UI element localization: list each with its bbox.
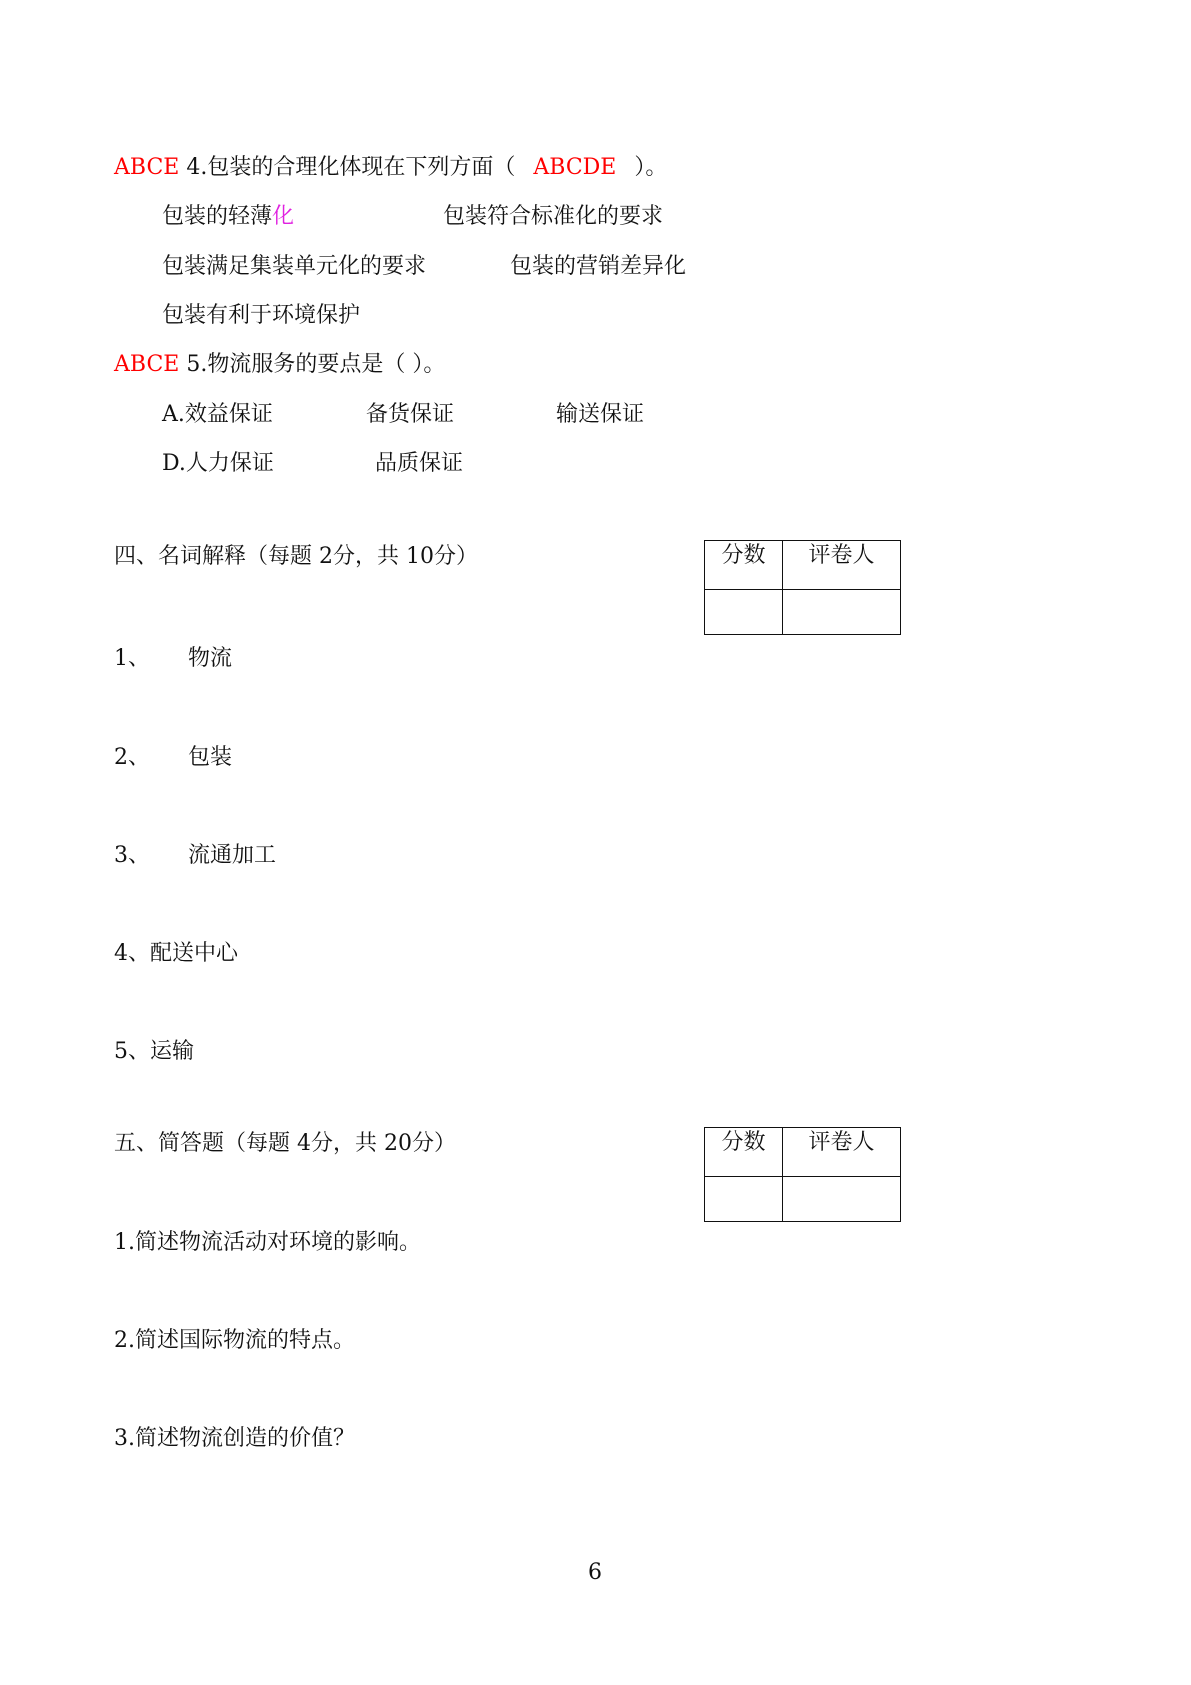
term-number: 4、 bbox=[114, 941, 150, 966]
question-5-option-c: 输送保证 bbox=[556, 402, 645, 427]
term-number: 1、 bbox=[114, 646, 150, 671]
short-answer-question-2: 2.简述国际物流的特点。 bbox=[114, 1328, 355, 1353]
option-a-text: 包装的轻薄 bbox=[162, 204, 273, 229]
term-item-3 bbox=[114, 843, 276, 869]
term-text: 流通加工 bbox=[188, 843, 277, 868]
term-number: 5、 bbox=[114, 1039, 150, 1064]
score-header: 分数 bbox=[705, 541, 783, 590]
score-cell[interactable] bbox=[705, 1177, 783, 1222]
question-4-option-d: 包装的营销差异化 bbox=[510, 254, 687, 279]
grader-cell[interactable] bbox=[783, 1177, 901, 1222]
term-item-2 bbox=[114, 745, 232, 771]
score-header: 分数 bbox=[705, 1128, 783, 1177]
section-4-score-table bbox=[704, 540, 901, 635]
term-text: 配送中心 bbox=[150, 941, 239, 966]
term-text: 包装 bbox=[188, 745, 233, 770]
question-4-text: 4.包装的合理化体现在下列方面（ bbox=[179, 155, 516, 180]
question-4-option-b: 包装符合标准化的要求 bbox=[443, 204, 664, 229]
question-4-option-e: 包装有利于环境保护 bbox=[162, 303, 361, 328]
section-5-score-table bbox=[704, 1127, 901, 1222]
grader-header: 评卷人 bbox=[783, 1128, 901, 1177]
term-number: 2、 bbox=[114, 745, 150, 770]
option-a-highlight: 化 bbox=[272, 204, 295, 229]
question-4-answer-inline: ABCDE bbox=[533, 155, 617, 180]
section-5-title: 五、简答题（每题 4分，共 20分） bbox=[114, 1131, 456, 1156]
question-4-option-a bbox=[162, 204, 294, 230]
section-4-title: 四、名词解释（每题 2分，共 10分） bbox=[114, 544, 478, 569]
grader-header: 评卷人 bbox=[783, 541, 901, 590]
question-4-option-c: 包装满足集装单元化的要求 bbox=[162, 254, 427, 279]
question-4-stem bbox=[114, 155, 667, 181]
question-4-answer-prefix: ABCE bbox=[114, 155, 180, 180]
term-item-5 bbox=[114, 1039, 194, 1065]
short-answer-question-1: 1.简述物流活动对环境的影响。 bbox=[114, 1230, 421, 1255]
short-answer-question-3: 3.简述物流创造的价值？ bbox=[114, 1426, 355, 1451]
page-number: 6 bbox=[588, 1560, 602, 1585]
term-item-4 bbox=[114, 941, 238, 967]
term-item-1 bbox=[114, 646, 232, 672]
question-4-text-end: ）。 bbox=[634, 155, 668, 180]
grader-cell[interactable] bbox=[783, 590, 901, 635]
question-5-option-e: 品质保证 bbox=[375, 451, 464, 476]
question-5-stem bbox=[114, 352, 445, 378]
question-5-text: 5.物流服务的要点是（ ）。 bbox=[179, 352, 446, 377]
score-cell[interactable] bbox=[705, 590, 783, 635]
question-5-answer-prefix: ABCE bbox=[114, 352, 180, 377]
question-5-option-d: D.人力保证 bbox=[162, 451, 274, 476]
question-5-option-b: 备货保证 bbox=[366, 402, 455, 427]
question-5-option-a: A.效益保证 bbox=[162, 402, 273, 427]
term-text: 物流 bbox=[188, 646, 233, 671]
term-text: 运输 bbox=[150, 1039, 195, 1064]
term-number: 3、 bbox=[114, 843, 150, 868]
